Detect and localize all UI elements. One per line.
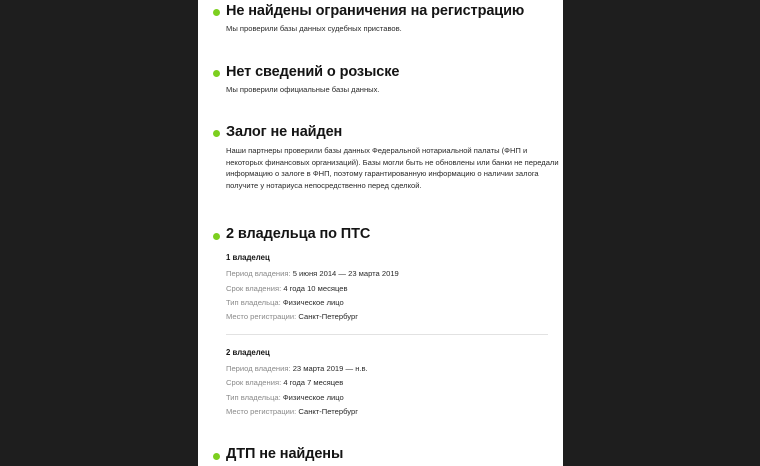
period-label: Период владения: xyxy=(226,269,291,278)
owner-1-period xyxy=(226,269,399,278)
owner-2-period xyxy=(226,364,368,373)
owner-2-term xyxy=(226,378,343,387)
check-description-pledge: Наши партнеры проверили базы данных Федеральной нотариальной палаты (ФНП и некоторых финансовых организаций). Базы могли быть не обновлены или банки не передали информацию о залоге в ФНП, поэтому гарантированную информацию о наличии залога получите у нотариуса непосредственно перед сделкой. xyxy=(226,146,559,190)
report-page xyxy=(198,0,563,466)
check-description-registration: Мы проверили базы данных судебных приставов. xyxy=(226,24,402,33)
type-label: Тип владельца: xyxy=(226,393,281,402)
green-dot-icon xyxy=(213,233,220,240)
term-value: 4 года 7 месяцев xyxy=(283,378,344,387)
check-title-wanted: Нет сведений о розыске xyxy=(226,64,400,80)
check-title-registration: Не найдены ограничения на регистрацию xyxy=(226,3,525,19)
type-label: Тип владельца: xyxy=(226,298,281,307)
owner-1-heading: 1 владелец xyxy=(226,253,270,262)
owner-1-type xyxy=(226,298,344,307)
owner-2-type xyxy=(226,393,344,402)
term-label: Срок владения: xyxy=(226,284,282,293)
place-label: Место регистрации: xyxy=(226,312,297,321)
owner-1-place xyxy=(226,312,358,321)
green-dot-icon xyxy=(213,70,220,77)
term-label: Срок владения: xyxy=(226,378,282,387)
owner-1-term xyxy=(226,284,348,293)
green-dot-icon xyxy=(213,130,220,137)
term-value: 4 года 10 месяцев xyxy=(283,284,348,293)
check-description-wanted: Мы проверили официальные базы данных. xyxy=(226,85,380,94)
green-dot-icon xyxy=(213,9,220,16)
accidents-title: ДТП не найдены xyxy=(226,446,344,462)
check-title-pledge: Залог не найден xyxy=(226,124,343,140)
place-value: Санкт-Петербург xyxy=(298,312,358,321)
type-value: Физическое лицо xyxy=(282,298,344,307)
period-label: Период владения: xyxy=(226,364,291,373)
period-value: 23 марта 2019 — н.в. xyxy=(292,364,368,373)
place-value: Санкт-Петербург xyxy=(298,407,358,416)
green-dot-icon xyxy=(213,453,220,460)
period-value: 5 июня 2014 — 23 марта 2019 xyxy=(292,269,399,278)
owner-2-place xyxy=(226,407,358,416)
place-label: Место регистрации: xyxy=(226,407,297,416)
owners-title: 2 владельца по ПТС xyxy=(226,226,371,242)
type-value: Физическое лицо xyxy=(282,393,344,402)
owner-divider xyxy=(226,334,548,335)
owner-2-heading: 2 владелец xyxy=(226,348,270,357)
